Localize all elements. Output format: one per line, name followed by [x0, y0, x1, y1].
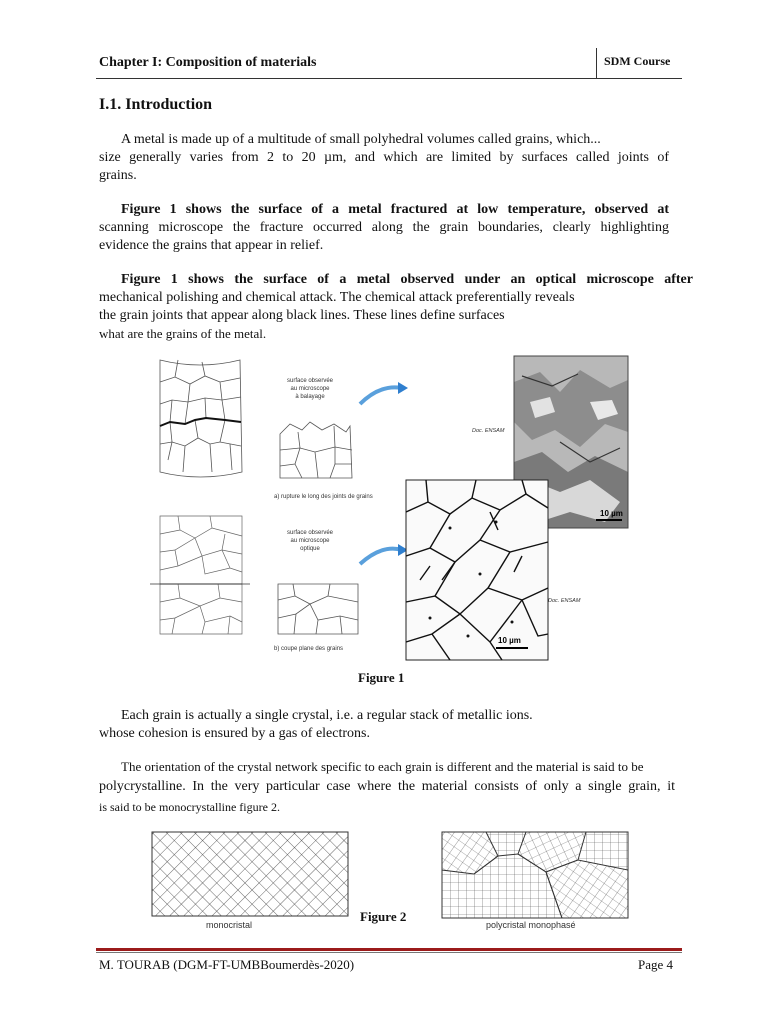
label-sem-3: à balayage: [295, 394, 325, 400]
figure-1-illustration: [150, 352, 640, 664]
label-optical-3: optique: [300, 546, 320, 552]
planar-grains-b: [278, 584, 358, 634]
label-polycrystal: polycristal monophasé: [486, 920, 576, 930]
doc-label-top: Doc. ENSAM: [472, 428, 505, 434]
text-line: is said to be monocrystalline figure 2.: [99, 800, 280, 814]
text-line: the grain joints that appear along black lines. These lines define surfaces: [99, 308, 505, 323]
arrow-head-sem: [398, 382, 408, 394]
paragraph-grains: [99, 131, 669, 185]
text-line: size generally varies from 2 to 20 µm, and which are limited by surfaces called joints of: [99, 150, 669, 165]
text-line: whose cohesion is ensured by a gas of electrons.: [99, 726, 370, 741]
text-line: Figure 1 shows the surface of a metal fractured at low temperature, observed at: [121, 202, 669, 217]
paragraph-optical: [99, 271, 693, 343]
label-sem-1: surface observée: [286, 378, 334, 384]
footer-rule-grey: [96, 952, 682, 953]
arrow-optical: [360, 549, 402, 564]
label-optical-2: au microscope: [290, 538, 330, 544]
header-divider: [596, 48, 597, 78]
course-label: SDM Course: [604, 54, 671, 68]
section-title: I.1. Introduction: [99, 96, 213, 113]
text-line: what are the grains of the metal.: [99, 326, 267, 341]
arrow-sem: [360, 387, 402, 404]
text-line: polycrystalline. In the very particular case where the material consists of only a single grain, it: [99, 779, 675, 794]
figure-1-caption: Figure 1: [358, 670, 405, 685]
text-line: grains.: [99, 168, 137, 183]
footer-rule-red: [96, 948, 682, 951]
text-line: mechanical polishing and chemical attack. The chemical attack preferentially reveals: [99, 290, 575, 305]
fractured-grains-a: [280, 422, 352, 478]
label-monocrystal: monocristal: [206, 920, 253, 930]
polycrystal-lattice: [442, 832, 628, 918]
grain-block-bottom: [160, 516, 242, 634]
label-sem-2: au microscope: [290, 386, 330, 392]
text-line: The orientation of the crystal network specific to each grain is different and the material is said to be: [121, 759, 644, 774]
footer-author: M. TOURAB (DGM-FT-UMBBoumerdès-2020): [99, 957, 355, 972]
text-line: A metal is made up of a multitude of small polyhedral volumes called grains, which...: [121, 132, 601, 147]
label-optical-1: surface observée: [286, 530, 334, 536]
caption-a: a) rupture le long des joints de grains: [274, 494, 373, 500]
figure-2-caption: Figure 2: [360, 909, 407, 924]
doc-label-bottom: Doc. ENSAM: [548, 598, 581, 604]
text-line: Figure 1 shows the surface of a metal observed under an optical microscope after: [121, 272, 693, 287]
text-line: evidence the grains that appear in relief.: [99, 238, 324, 253]
paragraph-polycrystalline: [99, 757, 675, 817]
text-line: scanning microscope the fracture occurred along the grain boundaries, clearly highlighting: [99, 220, 669, 235]
text-line: Each grain is actually a single crystal, i.e. a regular stack of metallic ions.: [121, 708, 533, 723]
header-rule: [96, 78, 682, 79]
scale-label-top: 10 µm: [600, 509, 623, 518]
paragraph-fracture: [99, 201, 669, 255]
chapter-title: Chapter I: Composition of materials: [99, 55, 317, 70]
monocrystal-lattice: [152, 832, 348, 916]
scale-label-bottom: 10 µm: [498, 636, 521, 645]
fracture-line: [160, 418, 241, 426]
caption-b: b) coupe plane des grains: [274, 646, 344, 652]
paragraph-single-crystal: [99, 707, 669, 743]
page-number: Page 4: [638, 957, 674, 972]
